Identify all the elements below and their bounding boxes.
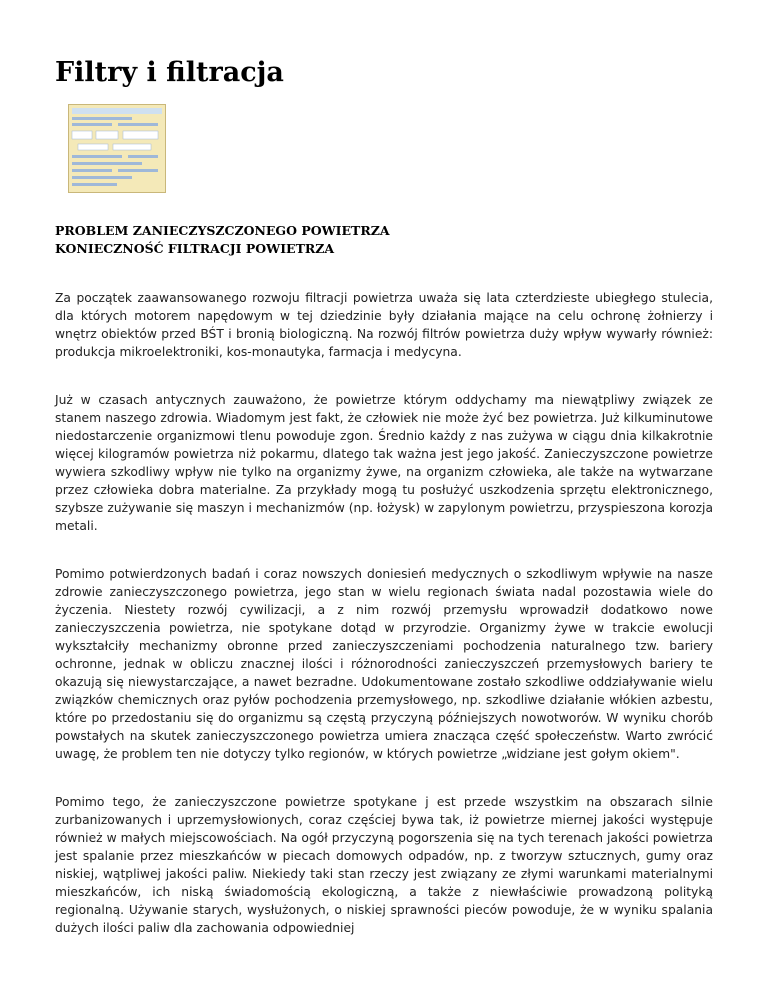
paragraph: Pomimo tego, że zanieczyszczone powietrze spotykane j est przede wszystkim na obszarach silnie zurbanizowanych i uprzemysłowionych, coraz częściej bywa tak, iż powietrze miernej jakości występuje również w małych miejscowościach. Na ogół przyczyną pogorszenia się na tych terenach jakości powietrza jest spalanie przez mieszkańców w piecach domowych odpadów, np. z tworzyw sztucznych, gumy oraz niskiej, wątpliwej jakości paliw. Niekiedy taki stan rzeczy jest związany ze złymi warunkami materialnymi mieszkańców, ich niską świadomością ekologiczną, a także z niewłaściwie prowadzoną polityką regionalną. Używanie starych, wysłużonych, o niskiej sprawności pieców powoduje, że w wyniku spalania dużych ilości paliw dla zachowania odpowiedniej bbox=[55, 795, 713, 935]
article-body bbox=[55, 289, 713, 967]
section-heading: PROBLEM ZANIECZYSZCZONEGO POWIETRZA bbox=[55, 223, 390, 238]
section-headings bbox=[55, 222, 713, 258]
page-title: Filtry i filtracja bbox=[55, 57, 284, 88]
document-thumbnail[interactable] bbox=[68, 104, 166, 193]
paragraph: Już w czasach antycznych zauważono, że powietrze którym oddychamy ma niewątpliwy związek ze stanem naszego zdrowia. Wiadomym jest fakt, że człowiek nie może żyć bez powietrza. Już kilkuminutowe niedostarczenie organizmowi tlenu powoduje zgon. Średnio każdy z nas zużywa w ciągu dnia kilkakrotnie więcej kilogramów powietrza niż pokarmu, dlatego tak ważna jest jego jakość. Zanieczyszczone powietrze wywiera szkodliwy wpływ nie tylko na organizmy żywe, na organizm człowieka, ale także na wytwarzane przez człowieka dobra materialne. Za przykłady mogą tu posłużyć uszkodzenia sprzętu elektronicznego, szybsze zużywanie się maszyn i mechanizmów (np. łożysk) w zapylonym powietrzu, przyspieszona korozja metali. bbox=[55, 393, 713, 533]
section-heading: KONIECZNOŚĆ FILTRACJI POWIETRZA bbox=[55, 241, 335, 256]
paragraph: Za początek zaawansowanego rozwoju filtracji powietrza uważa się lata czterdzieste ubiegłego stulecia, dla których motorem napędowym w tej dziedzinie były działania mające na celu ochronę żołnierzy i wnętrz obiektów przed BŚT i bronią biologiczną. Na rozwój filtrów powietrza duży wpływ wywarły również: produkcja mikroelektroniki, kos-monautyka, farmacja i medycyna. bbox=[55, 291, 713, 359]
paragraph: Pomimo potwierdzonych badań i coraz nowszych doniesień medycznych o szkodliwym wpływie na nasze zdrowie zanieczyszczonego powietrza, jego stan w wielu regionach świata nadal pozostawia wiele do życzenia. Niestety rozwój cywilizacji, a z nim rozwój przemysłu wprowadził dodatkowo nowe zanieczyszczenia powietrza, nie spotykane dotąd w przyrodzie. Organizmy żywe w trakcie ewolucji wykształciły mechanizmy obronne przed zanieczyszczeniami pochodzenia naturalnego tzw. bariery ochronne, jednak w obliczu znacznej ilości i różnorodności zanieczyszczeń przemysłowych bariery te okazują się niewystarczające, a nawet bezradne. Udokumentowane zostało szkodliwe oddziaływanie wielu związków chemicznych oraz pyłów pochodzenia przemysłowego, np. szkodliwe działanie włókien azbestu, które po przedostaniu się do organizmu są częstą przyczyną późniejszych nowotworów. W wyniku chorób powstałych na skutek zanieczyszczonego powietrza umiera znacząca część społeczeństw. Warto zwrócić uwagę, że problem ten nie dotyczy tylko regionów, w których powietrze „widziane jest gołym okiem". bbox=[55, 567, 713, 761]
